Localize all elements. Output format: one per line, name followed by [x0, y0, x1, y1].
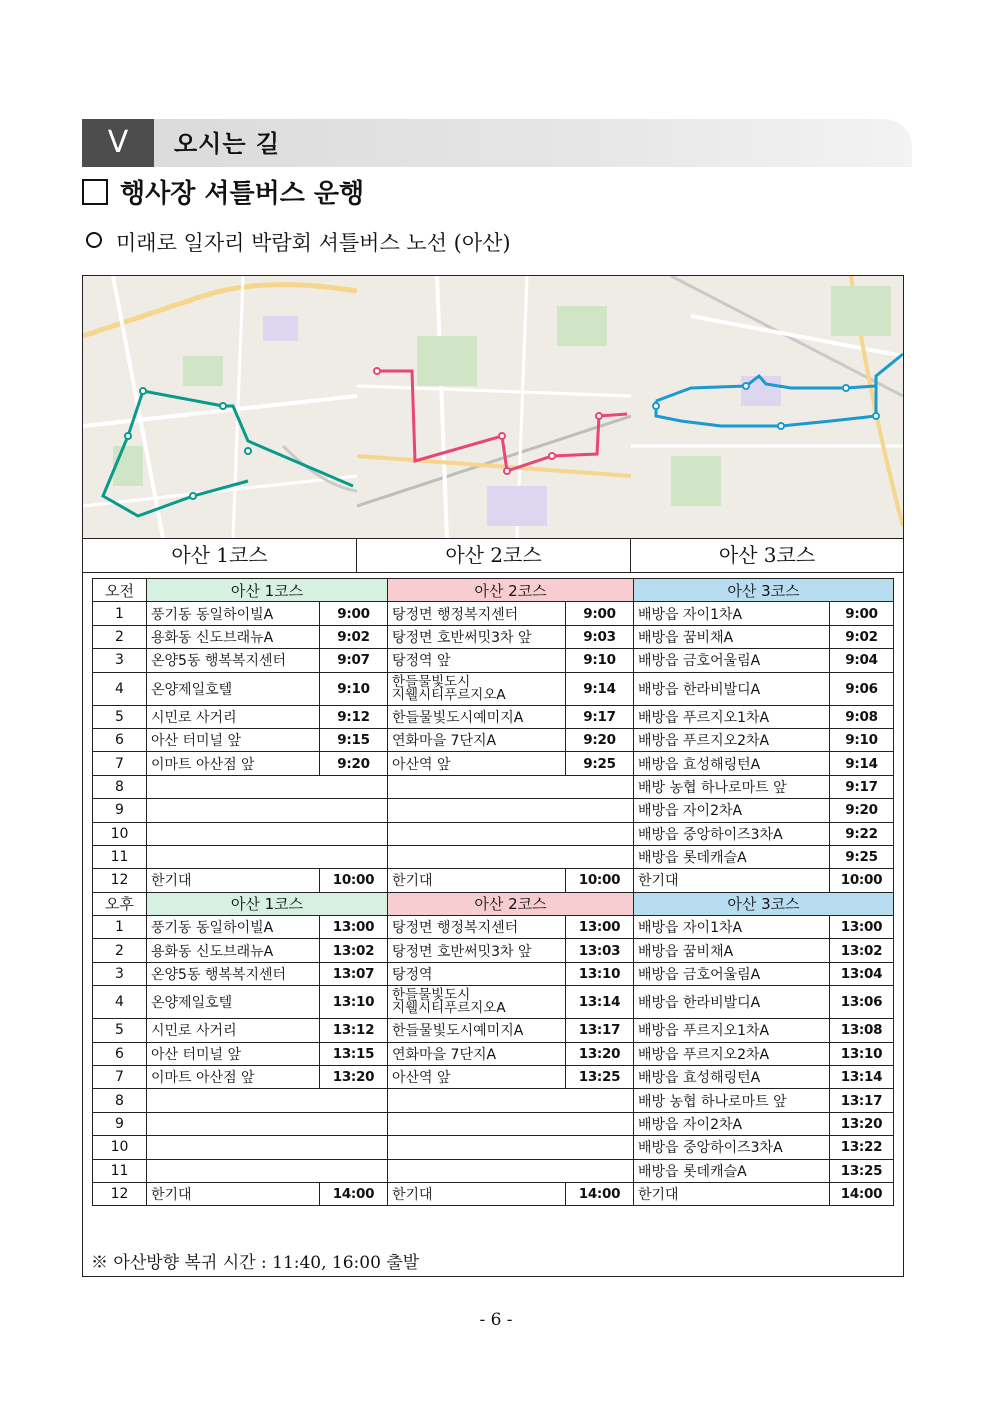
stop-name: 이마트 아산점 앞 [147, 1066, 320, 1089]
row-number: 9 [93, 799, 147, 822]
afternoon-course-header-3: 아산 3코스 [634, 892, 894, 915]
row-number: 9 [93, 1112, 147, 1135]
row-number: 4 [93, 986, 147, 1019]
page-number: - 6 - [479, 1310, 513, 1330]
row-number: 7 [93, 1066, 147, 1089]
morning-header-row [93, 579, 894, 602]
stop-name: 연화마을 7단지A [388, 728, 566, 751]
departure-time: 13:20 [320, 1066, 388, 1089]
departure-time: 9:10 [320, 672, 388, 705]
departure-time: 14:00 [830, 1182, 894, 1205]
stop-name: 이마트 아산점 앞 [147, 752, 320, 775]
table-row [93, 602, 894, 625]
departure-time: 9:00 [830, 602, 894, 625]
stop-name: 배방 농협 하나로마트 앞 [634, 775, 830, 798]
table-row [93, 845, 894, 868]
stop-name: 아산 터미널 앞 [147, 1042, 320, 1065]
stop-name: 온양5동 행복복지센터 [147, 649, 320, 672]
departure-time: 9:02 [320, 625, 388, 648]
stop-name: 온양제일호텔 [147, 986, 320, 1019]
row-number: 8 [93, 775, 147, 798]
departure-time: 9:15 [320, 728, 388, 751]
stop-name: 한기대 [147, 869, 320, 892]
empty-cell [388, 775, 634, 798]
route-map-1 [83, 276, 357, 538]
row-number: 5 [93, 705, 147, 728]
departure-time: 9:20 [320, 752, 388, 775]
departure-time: 9:02 [830, 625, 894, 648]
departure-time: 13:08 [830, 1019, 894, 1042]
row-number: 3 [93, 649, 147, 672]
row-number: 2 [93, 939, 147, 962]
subheading [86, 228, 511, 258]
empty-cell [147, 1159, 388, 1182]
shuttle-route-panel [82, 275, 904, 1277]
departure-time: 13:02 [320, 939, 388, 962]
schedule-table [92, 578, 894, 1206]
departure-time: 9:03 [566, 625, 634, 648]
map-row [83, 276, 903, 538]
row-number: 10 [93, 822, 147, 845]
departure-time: 13:20 [830, 1112, 894, 1135]
departure-time: 13:02 [830, 939, 894, 962]
stop-name: 용화동 신도브래뉴A [147, 939, 320, 962]
row-number: 5 [93, 1019, 147, 1042]
route-map-2 [357, 276, 631, 538]
afternoon-header-row [93, 892, 894, 915]
stop-name: 배방읍 한라비발디A [634, 672, 830, 705]
empty-cell [147, 775, 388, 798]
heading-text: 행사장 셔틀버스 운행 [120, 179, 365, 209]
departure-time: 9:00 [320, 602, 388, 625]
heading [82, 176, 364, 212]
departure-time: 9:14 [566, 672, 634, 705]
departure-time: 9:25 [830, 845, 894, 868]
row-number: 4 [93, 672, 147, 705]
row-number: 6 [93, 728, 147, 751]
stop-name: 배방읍 자이2차A [634, 799, 830, 822]
departure-time: 9:10 [830, 728, 894, 751]
row-number: 3 [93, 962, 147, 985]
stop-name: 아산역 앞 [388, 1066, 566, 1089]
departure-time: 13:06 [830, 986, 894, 1019]
morning-course-header-2: 아산 2코스 [388, 579, 634, 602]
stop-name: 배방읍 푸르지오1차A [634, 705, 830, 728]
departure-time: 13:03 [566, 939, 634, 962]
stop-name: 탕정면 행정복지센터 [388, 916, 566, 939]
stop-name: 배방읍 자이2차A [634, 1112, 830, 1135]
row-number: 6 [93, 1042, 147, 1065]
stop-name: 배방읍 자이1차A [634, 916, 830, 939]
afternoon-course-header-1: 아산 1코스 [147, 892, 388, 915]
departure-time: 13:07 [320, 962, 388, 985]
empty-cell [388, 799, 634, 822]
stop-name: 탕정역 앞 [388, 649, 566, 672]
row-number: 1 [93, 916, 147, 939]
stop-name: 시민로 사거리 [147, 1019, 320, 1042]
stop-name: 아산역 앞 [388, 752, 566, 775]
stop-name: 연화마을 7단지A [388, 1042, 566, 1065]
row-number: 12 [93, 869, 147, 892]
stop-name: 탕정면 호반써밋3차 앞 [388, 939, 566, 962]
departure-time: 13:00 [566, 916, 634, 939]
empty-cell [388, 1112, 634, 1135]
row-number: 10 [93, 1136, 147, 1159]
departure-time: 13:25 [830, 1159, 894, 1182]
stop-name: 아산 터미널 앞 [147, 728, 320, 751]
stop-name: 배방읍 푸르지오2차A [634, 1042, 830, 1065]
departure-time: 9:07 [320, 649, 388, 672]
departure-time: 9:08 [830, 705, 894, 728]
row-number: 12 [93, 1182, 147, 1205]
stop-name: 배방읍 롯데캐슬A [634, 845, 830, 868]
table-row [93, 775, 894, 798]
departure-time: 13:17 [830, 1089, 894, 1112]
stop-name: 한기대 [634, 869, 830, 892]
schedule-body [93, 579, 894, 1206]
table-row [93, 728, 894, 751]
stop-name: 배방읍 중앙하이즈3차A [634, 822, 830, 845]
stop-name: 시민로 사거리 [147, 705, 320, 728]
stop-name: 배방읍 푸르지오2차A [634, 728, 830, 751]
departure-time: 9:04 [830, 649, 894, 672]
departure-time: 13:10 [566, 962, 634, 985]
table-row [93, 916, 894, 939]
departure-time: 13:15 [320, 1042, 388, 1065]
departure-time: 13:17 [566, 1019, 634, 1042]
stop-name: 배방읍 꿈비채A [634, 939, 830, 962]
map-caption-3: 아산 3코스 [718, 543, 816, 567]
table-row [93, 649, 894, 672]
stop-name: 한기대 [147, 1182, 320, 1205]
table-row [93, 799, 894, 822]
table-row [93, 962, 894, 985]
departure-time: 9:20 [566, 728, 634, 751]
stop-name: 풍기동 동일하이빌A [147, 916, 320, 939]
empty-cell [388, 1089, 634, 1112]
departure-time: 9:22 [830, 822, 894, 845]
departure-time: 13:00 [830, 916, 894, 939]
departure-time: 13:25 [566, 1066, 634, 1089]
morning-course-header-3: 아산 3코스 [634, 579, 894, 602]
stop-name: 배방읍 롯데캐슬A [634, 1159, 830, 1182]
map-caption-row [83, 538, 903, 573]
departure-time: 9:12 [320, 705, 388, 728]
table-row [93, 1136, 894, 1159]
afternoon-label: 오후 [93, 892, 147, 915]
departure-time: 13:22 [830, 1136, 894, 1159]
stop-name: 탕정역 [388, 962, 566, 985]
stop-name: 배방읍 금호어울림A [634, 962, 830, 985]
square-bullet-icon [82, 179, 108, 205]
table-row [93, 1066, 894, 1089]
stop-name: 온양제일호텔 [147, 672, 320, 705]
stop-name: 배방읍 효성해링턴A [634, 1066, 830, 1089]
departure-time: 13:00 [320, 916, 388, 939]
departure-time: 9:10 [566, 649, 634, 672]
stop-name: 배방읍 효성해링턴A [634, 752, 830, 775]
departure-time: 10:00 [830, 869, 894, 892]
departure-time: 9:17 [566, 705, 634, 728]
stop-name: 용화동 신도브래뉴A [147, 625, 320, 648]
departure-time: 13:12 [320, 1019, 388, 1042]
empty-cell [147, 845, 388, 868]
stop-name: 한기대 [388, 1182, 566, 1205]
circle-bullet-icon [86, 232, 102, 248]
departure-time: 13:10 [830, 1042, 894, 1065]
row-number: 1 [93, 602, 147, 625]
table-row [93, 1159, 894, 1182]
stop-name: 배방읍 중앙하이즈3차A [634, 1136, 830, 1159]
section-title: 오시는 길 [174, 130, 281, 158]
subheading-text: 미래로 일자리 박람회 셔틀버스 노선 (아산) [116, 231, 511, 255]
departure-time: 13:20 [566, 1042, 634, 1065]
table-row [93, 1042, 894, 1065]
empty-cell [388, 1136, 634, 1159]
map-course-3 [631, 276, 903, 538]
departure-time: 10:00 [320, 869, 388, 892]
empty-cell [147, 822, 388, 845]
afternoon-course-header-2: 아산 2코스 [388, 892, 634, 915]
departure-time: 9:20 [830, 799, 894, 822]
row-number: 11 [93, 1159, 147, 1182]
stop-name: 배방읍 푸르지오1차A [634, 1019, 830, 1042]
morning-course-header-1: 아산 1코스 [147, 579, 388, 602]
empty-cell [388, 822, 634, 845]
section-header-bar [82, 119, 912, 167]
empty-cell [147, 799, 388, 822]
table-row [93, 939, 894, 962]
stop-name: 한들물빛도시예미지A [388, 705, 566, 728]
stop-name: 한기대 [388, 869, 566, 892]
table-row [93, 752, 894, 775]
table-row [93, 1089, 894, 1112]
stop-name: 배방읍 꿈비채A [634, 625, 830, 648]
departure-time: 14:00 [566, 1182, 634, 1205]
stop-name: 배방 농협 하나로마트 앞 [634, 1089, 830, 1112]
empty-cell [147, 1112, 388, 1135]
empty-cell [147, 1136, 388, 1159]
departure-time: 10:00 [566, 869, 634, 892]
row-number: 7 [93, 752, 147, 775]
stop-name: 배방읍 금호어울림A [634, 649, 830, 672]
departure-time: 9:14 [830, 752, 894, 775]
map-course-1 [83, 276, 358, 538]
stop-name: 한들물빛도시 지웰시티푸르지오A [388, 672, 566, 705]
departure-time: 13:10 [320, 986, 388, 1019]
map-course-2 [357, 276, 632, 538]
route-map-3 [631, 276, 903, 538]
stop-name: 한들물빛도시 지웰시티푸르지오A [388, 986, 566, 1019]
map-caption-1: 아산 1코스 [83, 539, 357, 572]
table-row [93, 986, 894, 1019]
stop-name: 탕정면 행정복지센터 [388, 602, 566, 625]
departure-time: 14:00 [320, 1182, 388, 1205]
departure-time: 9:00 [566, 602, 634, 625]
morning-label: 오전 [93, 579, 147, 602]
section-number: V [82, 119, 154, 167]
empty-cell [388, 1159, 634, 1182]
table-row [93, 869, 894, 892]
table-row [93, 705, 894, 728]
stop-name: 온양5동 행복복지센터 [147, 962, 320, 985]
stop-name: 탕정면 호반써밋3차 앞 [388, 625, 566, 648]
table-row [93, 672, 894, 705]
stop-name: 한기대 [634, 1182, 830, 1205]
departure-time: 13:14 [830, 1066, 894, 1089]
departure-time: 13:04 [830, 962, 894, 985]
row-number: 11 [93, 845, 147, 868]
departure-time: 9:25 [566, 752, 634, 775]
table-row [93, 1182, 894, 1205]
departure-time: 9:06 [830, 672, 894, 705]
stop-name: 한들물빛도시예미지A [388, 1019, 566, 1042]
empty-cell [147, 1089, 388, 1112]
table-row [93, 1112, 894, 1135]
table-row [93, 1019, 894, 1042]
stop-name: 배방읍 한라비발디A [634, 986, 830, 1019]
return-time-note: ※ 아산방향 복귀 시간 : 11:40, 16:00 출발 [91, 1253, 420, 1273]
departure-time: 13:14 [566, 986, 634, 1019]
row-number: 2 [93, 625, 147, 648]
map-caption-2: 아산 2코스 [357, 539, 631, 572]
empty-cell [388, 845, 634, 868]
table-row [93, 822, 894, 845]
departure-time: 9:17 [830, 775, 894, 798]
row-number: 8 [93, 1089, 147, 1112]
stop-name: 배방읍 자이1차A [634, 602, 830, 625]
table-row [93, 625, 894, 648]
stop-name: 풍기동 동일하이빌A [147, 602, 320, 625]
